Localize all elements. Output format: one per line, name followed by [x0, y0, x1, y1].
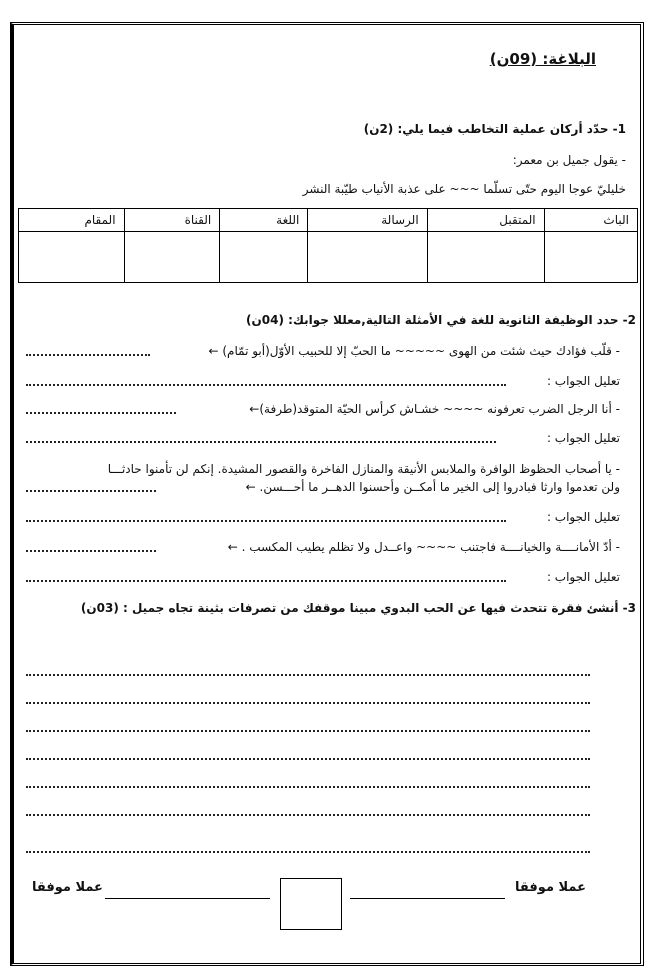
q2-justify-2: تعليل الجواب :: [546, 431, 620, 445]
answer-line[interactable]: [26, 674, 590, 676]
communication-elements-table: [18, 208, 638, 283]
header-sender: الباث: [544, 209, 637, 232]
header-language: اللغة: [220, 209, 308, 232]
answer-line[interactable]: [26, 550, 156, 552]
q2-justify-3: تعليل الجواب :: [546, 510, 620, 524]
q2-item-3-cont: ولن تعدموا وارثا فبادروا إلى الخير ما أمكــن وأحسنوا الدهــر ما أحـــسن. ←: [245, 480, 620, 494]
footer-good-luck-left: عملا موفقا: [32, 880, 103, 895]
header-channel: القناة: [124, 209, 220, 232]
answer-line[interactable]: [26, 702, 590, 704]
answer-line[interactable]: [26, 441, 496, 443]
header-message: الرسالة: [308, 209, 427, 232]
answer-line[interactable]: [26, 851, 590, 853]
q2-justify-1: تعليل الجواب :: [546, 374, 620, 388]
answer-cell[interactable]: [308, 232, 427, 283]
answer-line[interactable]: [26, 490, 156, 492]
answer-cell[interactable]: [124, 232, 220, 283]
answer-line[interactable]: [26, 758, 590, 760]
signature-line: [350, 898, 505, 899]
signature-line: [105, 898, 270, 899]
answer-line[interactable]: [26, 786, 590, 788]
q2-item-3: - يا أصحاب الحظوظ الوافرة والملابس الأنيقة والمنازل الفاخرة والقصور المشيدة. إنكم لن تأمنوا حادثـــا: [107, 462, 620, 476]
header-receiver: المتقبل: [427, 209, 544, 232]
q3-title: 3- أنشئ فقرة تتحدث فيها عن الحب البدوي مبينا موقفك من تصرفات بثينة تجاه جميل : (03ن): [80, 601, 636, 615]
section-title: البلاغة: (09ن): [489, 50, 596, 68]
q1-verse: خليليّ عوجا اليوم حتّى تسلّما ~~~ على عذبة الأنياب طيّبة النشر: [302, 182, 626, 196]
q2-justify-4: تعليل الجواب :: [546, 570, 620, 584]
q2-item-4: - أدّ الأمانــــة والخيانــــة فاجتنب ~~~~ واعــدل ولا تظلم يطيب المكسب . ←: [227, 540, 620, 554]
answer-line[interactable]: [26, 730, 590, 732]
answer-line[interactable]: [26, 580, 506, 582]
answer-cell[interactable]: [19, 232, 125, 283]
header-context: المقام: [19, 209, 125, 232]
answer-line[interactable]: [26, 814, 590, 816]
q2-title: 2- حدد الوظيفة الثانوية للغة في الأمثلة التالية,معللا جوابك: (04ن): [246, 313, 636, 327]
q1-intro: - يقول جميل بن معمر:: [512, 153, 626, 167]
q1-title: 1- حدّد أركان عملية التخاطب فيما يلي: (2ن): [363, 122, 626, 136]
answer-line[interactable]: [26, 354, 150, 356]
answer-cell[interactable]: [544, 232, 637, 283]
footer-good-luck-right: عملا موفقا: [515, 880, 586, 895]
answer-line[interactable]: [26, 384, 506, 386]
answer-line[interactable]: [26, 412, 176, 414]
q2-item-2: - أنا الرجل الضرب تعرفونه ~~~~ خشـاش كرأس الحيّة المتوقد(طرفة)←: [249, 402, 620, 416]
answer-cell[interactable]: [427, 232, 544, 283]
answer-line[interactable]: [26, 520, 506, 522]
q2-item-1: - قلّب فؤادك حيث شئت من الهوى ~~~~~ ما الحبّ إلا للحبيب الأوّل(أبو تمّام) ←: [208, 344, 620, 358]
answer-cell[interactable]: [220, 232, 308, 283]
grade-box[interactable]: [280, 878, 342, 930]
